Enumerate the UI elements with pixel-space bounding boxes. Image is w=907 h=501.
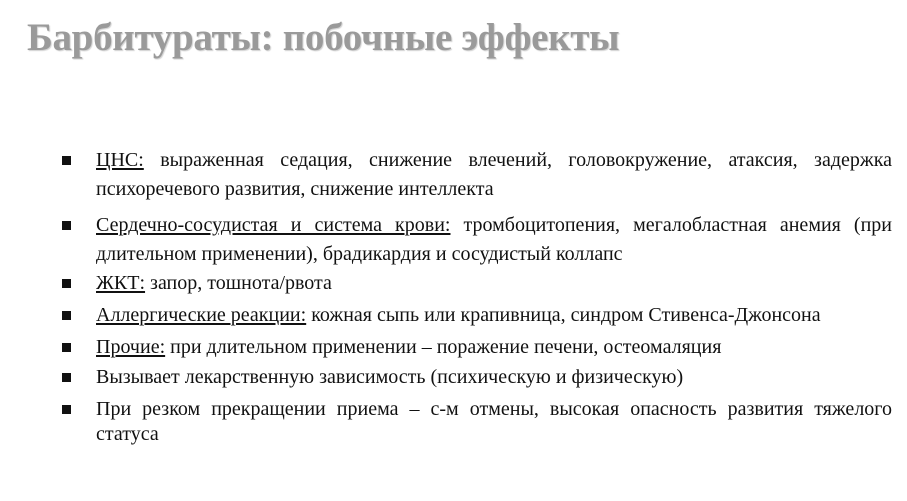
- square-bullet-icon: [62, 279, 71, 288]
- list-item: [60, 335, 892, 360]
- list-item: [60, 397, 892, 447]
- list-item: [60, 146, 892, 204]
- square-bullet-icon: [62, 311, 71, 320]
- item-heading: Аллергические реакции:: [96, 304, 307, 326]
- list-item: [60, 365, 892, 390]
- slide-title: Барбитураты: побочные эффекты: [27, 16, 620, 59]
- item-text: При резком прекращении приема – с-м отмены, высокая опасность развития тяжелого статуса: [96, 398, 892, 445]
- square-bullet-icon: [62, 373, 71, 382]
- square-bullet-icon: [62, 221, 71, 230]
- item-text: Вызывает лекарственную зависимость (психическую и физическую): [96, 366, 684, 388]
- item-heading: ЖКТ:: [96, 272, 146, 294]
- item-text: запор, тошнота/рвота: [145, 272, 332, 294]
- item-heading: Сердечно-сосудистая и система крови:: [96, 214, 451, 236]
- list-item: [60, 211, 892, 269]
- item-heading: Прочие:: [96, 336, 166, 358]
- list-item: [60, 303, 892, 328]
- bullet-list: [60, 146, 892, 447]
- list-item: [60, 271, 892, 296]
- square-bullet-icon: [62, 156, 71, 165]
- item-text: кожная сыпь или крапивница, синдром Стивенса-Джонсона: [306, 304, 821, 326]
- square-bullet-icon: [62, 405, 71, 414]
- item-heading: ЦНС:: [96, 149, 144, 171]
- item-text: при длительном применении – поражение печени, остеомаляция: [165, 336, 722, 358]
- square-bullet-icon: [62, 343, 71, 352]
- item-text: тромбоцитопения, мегалобластная анемия (при длительном применении), брадикардия и сосудистый коллапс: [96, 214, 892, 265]
- item-text: выраженная седация, снижение влечений, головокружение, атаксия, задержка психоречевого развития, снижение интеллекта: [96, 149, 892, 200]
